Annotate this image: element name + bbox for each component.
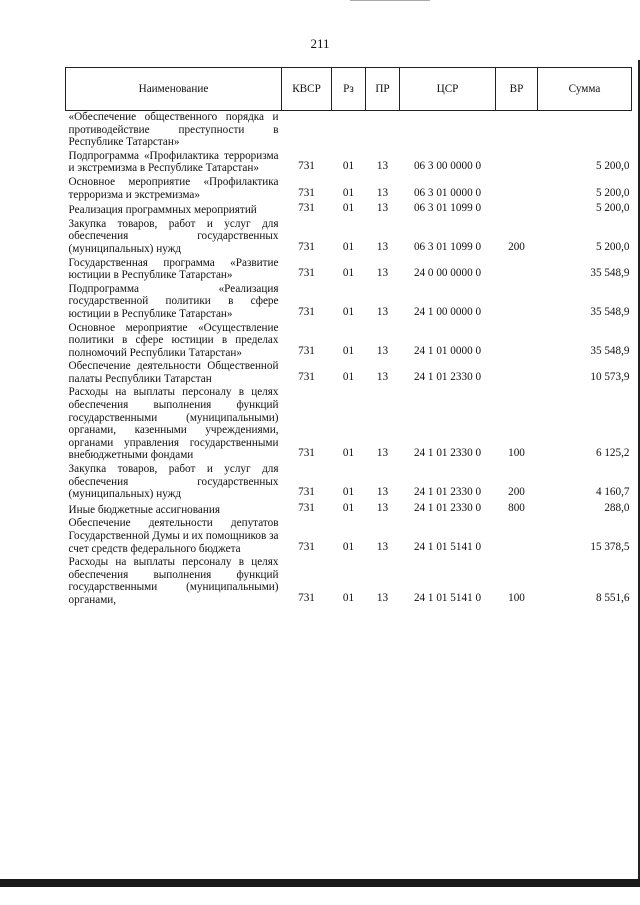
cell-csr: 24 1 01 0000 0 (413, 344, 482, 357)
column-header-kvsr: КВСР (282, 68, 332, 111)
cell-sum (538, 111, 632, 150)
table-row (66, 360, 632, 386)
cell-vr: 200 (508, 486, 525, 499)
cell-rz: 01 (342, 267, 355, 280)
cell-csr: 06 3 01 0000 0 (413, 186, 482, 199)
cell-kvsr: 731 (298, 160, 315, 173)
cell-rz: 01 (342, 540, 355, 553)
cell-csr: 06 3 01 1099 0 (413, 202, 482, 215)
cell-vr (496, 283, 538, 322)
cell-rz: 01 (342, 486, 355, 499)
cell-kvsr: 731 (298, 486, 315, 499)
cell-name: Расходы на выплаты персоналу в целях обеспечения выполнения функций государственными (муниципальными) органами, казенными учреждениями, органами управления государственными внебюджетными фондами (68, 386, 279, 462)
table-row (66, 218, 632, 257)
cell-name: Подпрограмма «Реализация государственной политики в сфере юстиции в Республике Татарстан» (68, 282, 279, 320)
cell-pr (366, 111, 400, 150)
cell-pr: 13 (376, 486, 389, 499)
table-row (66, 517, 632, 556)
table-row (66, 463, 632, 502)
scan-edge-top (350, 0, 430, 1)
cell-rz: 01 (342, 501, 355, 514)
cell-vr (496, 517, 538, 556)
table-row (66, 176, 632, 202)
cell-vr: 800 (508, 501, 525, 514)
cell-pr: 13 (376, 540, 389, 553)
cell-csr: 24 1 01 5141 0 (413, 591, 482, 604)
cell-name: «Обеспечение общественного порядка и противодействие преступности в Республике Татарстан» (68, 111, 279, 149)
cell-vr (496, 111, 538, 150)
cell-rz: 01 (342, 160, 355, 173)
cell-rz: 01 (342, 186, 355, 199)
cell-kvsr: 731 (298, 202, 315, 215)
cell-vr (496, 257, 538, 283)
table-header-row (66, 68, 632, 111)
cell-sum: 35 548,9 (590, 305, 630, 318)
cell-kvsr: 731 (298, 591, 315, 604)
cell-csr (400, 111, 496, 150)
cell-vr (496, 176, 538, 202)
cell-pr: 13 (376, 202, 389, 215)
cell-name: Реализация программных мероприятий (68, 204, 257, 217)
cell-csr: 24 1 00 0000 0 (413, 305, 482, 318)
cell-rz: 01 (342, 344, 355, 357)
cell-csr: 24 1 01 2330 0 (413, 370, 482, 383)
cell-csr: 06 3 01 1099 0 (413, 240, 482, 253)
cell-name: Государственная программа «Развитие юстиции в Республике Татарстан» (68, 256, 279, 282)
cell-csr: 24 1 01 5141 0 (413, 540, 482, 553)
cell-sum: 35 548,9 (590, 267, 630, 280)
cell-pr: 13 (376, 305, 389, 318)
table-row (66, 502, 632, 518)
cell-sum: 288,0 (604, 501, 630, 514)
cell-kvsr: 731 (298, 240, 315, 253)
cell-sum: 5 200,0 (595, 160, 630, 173)
cell-sum: 5 200,0 (595, 240, 630, 253)
cell-sum: 35 548,9 (590, 344, 630, 357)
cell-csr: 24 1 01 2330 0 (413, 501, 482, 514)
cell-kvsr: 731 (298, 540, 315, 553)
table-body (66, 111, 632, 608)
column-header-csr: ЦСР (400, 68, 496, 111)
cell-name: Расходы на выплаты персоналу в целях обеспечения выполнения функций государственными (муниципальными) органами, (68, 556, 279, 606)
cell-rz: 01 (342, 370, 355, 383)
cell-name: Иные бюджетные ассигнования (68, 503, 220, 516)
cell-pr: 13 (376, 501, 389, 514)
cell-vr (496, 150, 538, 176)
cell-sum: 6 125,2 (595, 447, 630, 460)
cell-pr: 13 (376, 370, 389, 383)
column-header-sum: Сумма (538, 68, 632, 111)
budget-table (65, 67, 632, 608)
cell-pr: 13 (376, 447, 389, 460)
column-header-pr: ПР (366, 68, 400, 111)
cell-sum: 4 160,7 (595, 486, 630, 499)
cell-name: Основное мероприятие «Осуществление политики в сфере юстиции в пределах полномочий Республики Татарстан» (68, 321, 279, 359)
cell-pr: 13 (376, 160, 389, 173)
cell-kvsr: 731 (298, 186, 315, 199)
cell-sum: 8 551,6 (595, 591, 630, 604)
cell-kvsr: 731 (298, 501, 315, 514)
cell-vr (496, 322, 538, 361)
cell-vr: 100 (508, 447, 525, 460)
column-header-name: Наименование (66, 68, 282, 111)
cell-name: Обеспечение деятельности депутатов Государственной Думы и их помощников за счет средств федерального бюджета (68, 517, 279, 555)
cell-sum: 10 573,9 (590, 370, 630, 383)
cell-name: Обеспечение деятельности Общественной палаты Республики Татарстан (68, 360, 279, 385)
cell-vr (496, 360, 538, 386)
table-row (66, 257, 632, 283)
cell-kvsr: 731 (298, 305, 315, 318)
cell-rz: 01 (342, 305, 355, 318)
cell-name: Закупка товаров, работ и услуг для обеспечения государственных (муниципальных) нужд (68, 217, 279, 255)
table-row (66, 322, 632, 361)
cell-kvsr: 731 (298, 344, 315, 357)
table-row (66, 202, 632, 218)
table-row (66, 556, 632, 607)
cell-name: Подпрограмма «Профилактика терроризма и экстремизма в Республике Татарстан» (68, 149, 279, 175)
cell-pr: 13 (376, 186, 389, 199)
scan-edge-bottom (0, 879, 640, 887)
cell-vr: 100 (508, 591, 525, 604)
cell-kvsr: 731 (298, 447, 315, 460)
table-row (66, 283, 632, 322)
cell-sum: 5 200,0 (595, 186, 630, 199)
cell-pr: 13 (376, 591, 389, 604)
cell-kvsr: 731 (298, 370, 315, 383)
cell-name: Закупка товаров, работ и услуг для обеспечения государственных (муниципальных) нужд (68, 463, 279, 501)
table-row (66, 150, 632, 176)
cell-rz: 01 (342, 240, 355, 253)
table-row (66, 386, 632, 463)
cell-rz: 01 (342, 591, 355, 604)
cell-pr: 13 (376, 240, 389, 253)
cell-csr: 24 1 01 2330 0 (413, 447, 482, 460)
column-header-vr: ВР (496, 68, 538, 111)
cell-name: Основное мероприятие «Профилактика терроризма и экстремизма» (68, 175, 279, 201)
cell-vr (496, 202, 538, 218)
cell-csr: 06 3 00 0000 0 (413, 160, 482, 173)
cell-csr: 24 1 01 2330 0 (413, 486, 482, 499)
cell-csr: 24 0 00 0000 0 (413, 267, 482, 280)
cell-sum: 5 200,0 (595, 202, 630, 215)
cell-sum: 15 378,5 (590, 540, 630, 553)
cell-rz (332, 111, 366, 150)
cell-rz: 01 (342, 202, 355, 215)
cell-pr: 13 (376, 344, 389, 357)
cell-pr: 13 (376, 267, 389, 280)
cell-kvsr (282, 111, 332, 150)
cell-rz: 01 (342, 447, 355, 460)
cell-vr: 200 (508, 240, 525, 253)
column-header-rz: Рз (332, 68, 366, 111)
table-row (66, 111, 632, 150)
page-number: 211 (310, 36, 330, 51)
cell-kvsr: 731 (298, 267, 315, 280)
